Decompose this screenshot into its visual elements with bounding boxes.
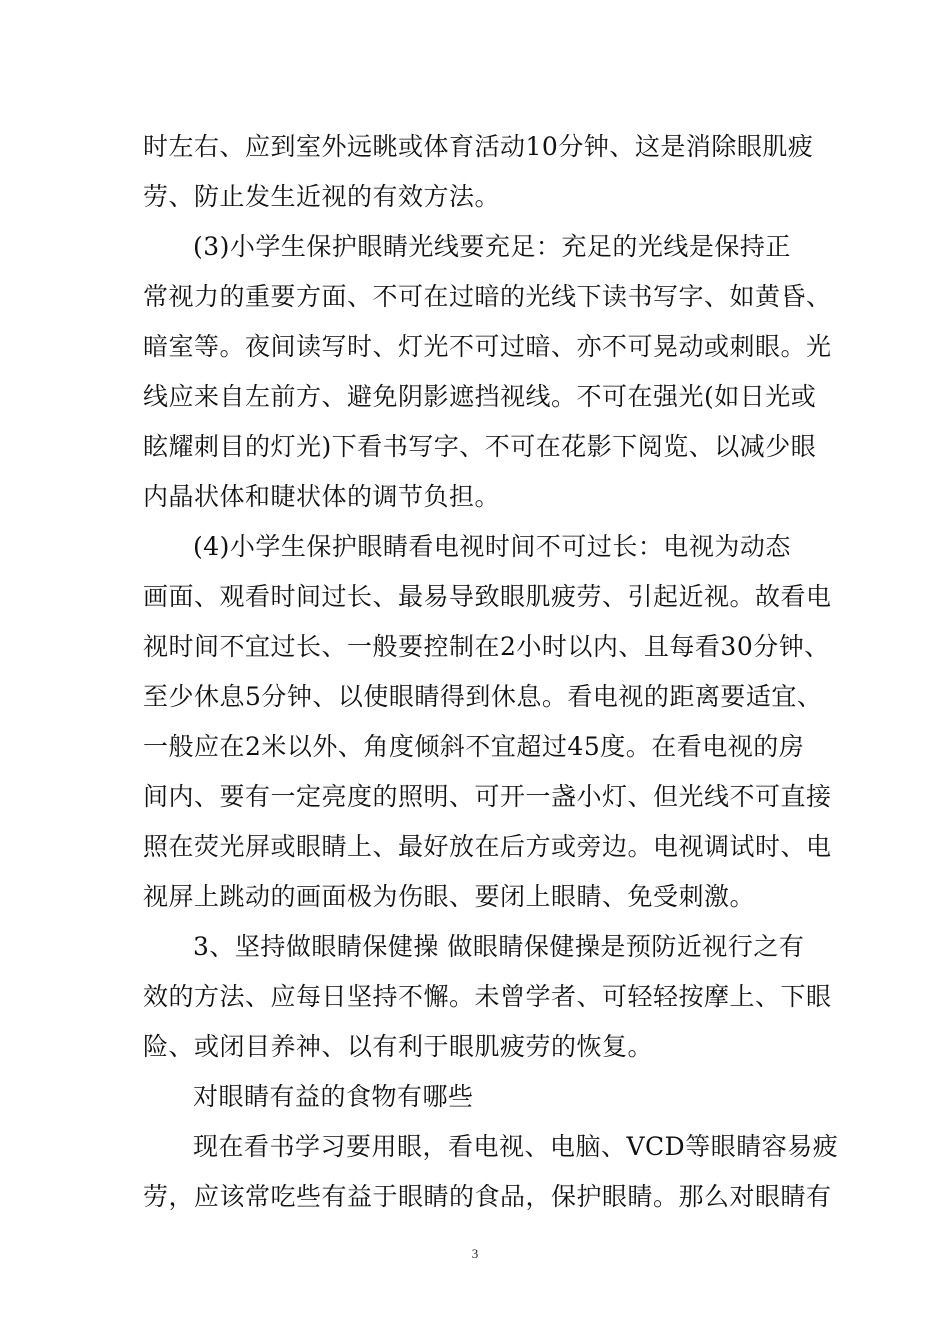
text-line: 眩耀刺目的灯光)下看书写字、不可在花影下阅览、以减少眼 <box>143 432 817 461</box>
page-number: 3 <box>471 1246 479 1261</box>
text-line: 照在荧光屏或眼睛上、最好放在后方或旁边。电视调试时、电 <box>143 832 832 861</box>
text-line: (3)小学生保护眼睛光线要充足：充足的光线是保持正 <box>193 232 791 261</box>
text-line: 内晶状体和睫状体的调节负担。 <box>143 482 501 511</box>
text-line: 一般应在2米以外、角度倾斜不宜超过45度。在看电视的房 <box>143 732 805 761</box>
body-text <box>143 122 839 1222</box>
text-line: 劳、防止发生近视的有效方法。 <box>143 182 501 211</box>
section-heading: 对眼睛有益的食物有哪些 <box>193 1082 474 1111</box>
text-line: 险、或闭目养神、以有利于眼肌疲劳的恢复。 <box>143 1032 654 1061</box>
text-line: 画面、观看时间过长、最易导致眼肌疲劳、引起近视。故看电 <box>143 582 832 611</box>
text-line: 线应来自左前方、避免阴影遮挡视线。不可在强光(如日光或 <box>143 382 817 411</box>
text-line: 时左右、应到室外远眺或体育活动10分钟、这是消除眼肌疲 <box>143 132 814 161</box>
text-line: 视时间不宜过长、一般要控制在2小时以内、且每看30分钟、 <box>143 632 830 661</box>
text-line: 视屏上跳动的画面极为伤眼、要闭上眼睛、免受刺激。 <box>143 882 756 911</box>
text-line: 至少休息5分钟、以使眼睛得到休息。看电视的距离要适宜、 <box>143 682 823 711</box>
text-line: 效的方法、应每日坚持不懈。未曾学者、可轻轻按摩上、下眼 <box>143 982 832 1011</box>
text-line: 3、坚持做眼睛保健操 做眼睛保健操是预防近视行之有 <box>193 932 805 961</box>
text-line: 间内、要有一定亮度的照明、可开一盏小灯、但光线不可直接 <box>143 782 832 811</box>
text-line: (4)小学生保护眼睛看电视时间不可过长：电视为动态 <box>193 532 791 561</box>
text-line: 现在看书学习要用眼，看电视、电脑、VCD等眼睛容易疲 <box>193 1132 839 1161</box>
text-line: 暗室等。夜间读写时、灯光不可过暗、亦不可晃动或刺眼。光 <box>143 332 832 361</box>
text-line: 常视力的重要方面、不可在过暗的光线下读书写字、如黄昏、 <box>143 282 832 311</box>
text-line: 劳，应该常吃些有益于眼睛的食品，保护眼睛。那么对眼睛有 <box>143 1182 832 1211</box>
